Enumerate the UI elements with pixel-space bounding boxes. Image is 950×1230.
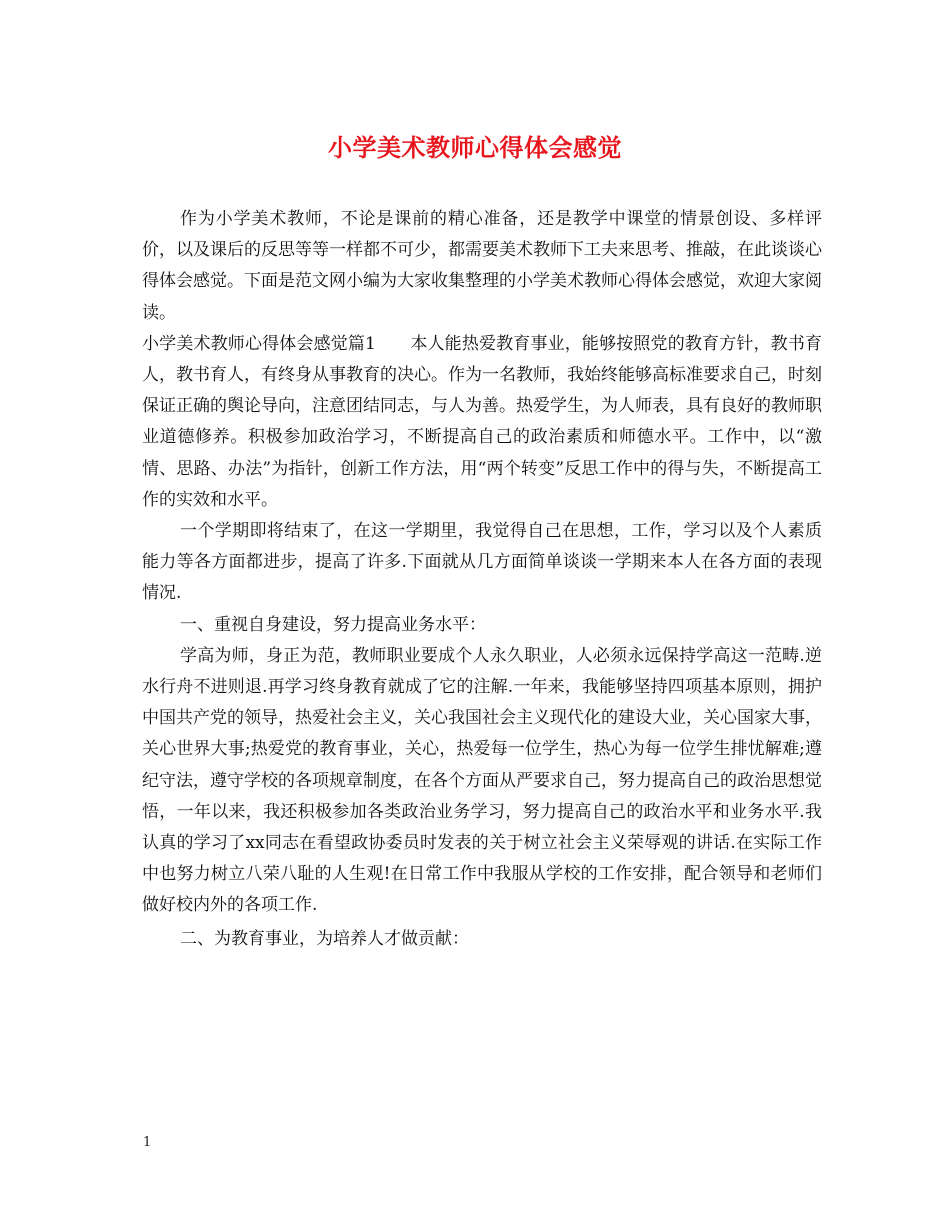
section-paragraph-1: 小学美术教师心得体会感觉篇1 本人能热爱教育事业，能够按照党的教育方针，教书育人，教书育人，有终身从事教育的决心。作为一名教师，我始终能够高标准要求自己，时刻保证正确的舆论导向，注意团结同志，与人为善。热爱学生，为人师表，具有良好的教师职业道德修养。积极参加政治学习，不断提高自己的政治素质和师德水平。工作中，以“激情、思路、办法”为指针，创新工作方法，用“两个转变”反思工作中的得与失，不断提高工作的实效和水平。 bbox=[142, 333, 822, 510]
self-development-paragraph: 学高为师，身正为范，教师职业要成个人永久职业，人必须永远保持学高这一范畴.逆水行舟不进则退.再学习终身教育就成了它的注解.一年来，我能够坚持四项基本原则，拥护中国共产党的领导，热爱社会主义，关心我国社会主义现代化的建设大业，关心国家大事，关心世界大事;热爱党的教育事业，关心，热爱每一位学生，热心为每一位学生排忧解难;遵纪守法，遵守学校的各项规章制度，在各个方面从严要求自己，努力提高自己的政治思想觉悟，一年以来，我还积极参加各类政治业务学习，努力提高自己的政治水平和业务水平.我认真的学习了xx同志在看望政协委员时发表的关于树立社会主义荣辱观的讲话.在实际工作中也努力树立八荣八耻的人生观!在日常工作中我服从学校的工作安排，配合领导和老师们做好校内外的各项工作. bbox=[142, 645, 822, 916]
heading-self-development: 一、重视自身建设，努力提高业务水平： bbox=[180, 614, 486, 635]
document-body bbox=[142, 204, 822, 955]
heading-education-contribution: 二、为教育事业，为培养人才做贡献： bbox=[180, 928, 469, 949]
intro-paragraph: 作为小学美术教师，不论是课前的精心准备，还是教学中课堂的情景创设、多样评价，以及课后的反思等等一样都不可少，都需要美术教师下工夫来思考、推敲，在此谈谈心得体会感觉。下面是范文网小编为大家收集整理的小学美术教师心得体会感觉，欢迎大家阅读。 bbox=[142, 209, 822, 323]
document-title: 小学美术教师心得体会感觉 bbox=[328, 133, 622, 162]
semester-paragraph: 一个学期即将结束了，在这一学期里，我觉得自己在思想，工作，学习以及个人素质能力等各方面都进步，提高了许多.下面就从几方面简单谈谈一学期来本人在各方面的表现情况. bbox=[142, 521, 822, 604]
page-number: 1 bbox=[143, 1135, 152, 1150]
